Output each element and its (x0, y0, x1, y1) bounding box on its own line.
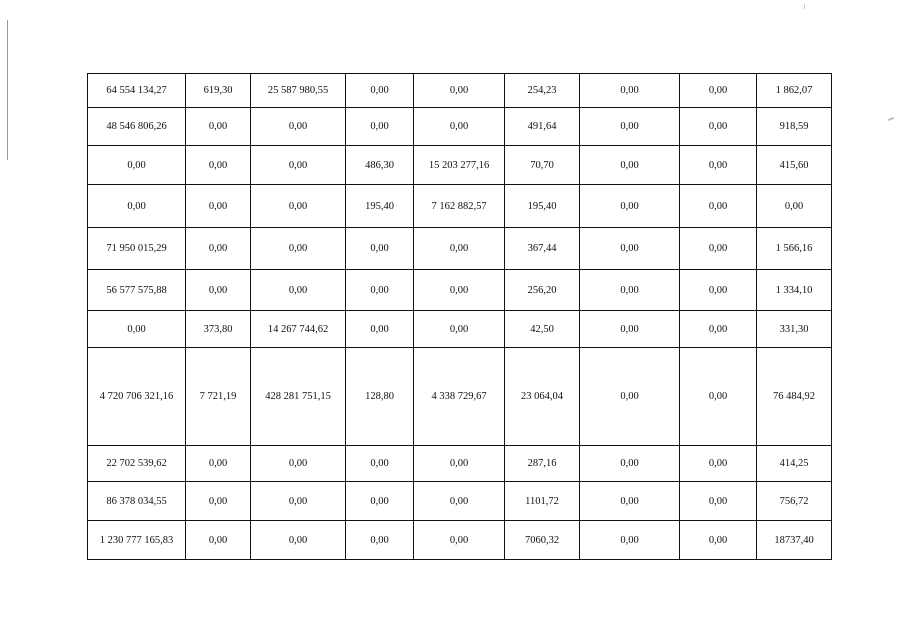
table-body (88, 74, 832, 560)
table-cell: 7 162 882,57 (414, 185, 505, 228)
table-cell: 18737,40 (757, 521, 832, 560)
table-cell: 415,60 (757, 146, 832, 185)
table-cell: 373,80 (186, 311, 251, 348)
table-cell: 0,00 (88, 311, 186, 348)
table-cell: 4 720 706 321,16 (88, 348, 186, 446)
table-cell: 0,00 (251, 446, 346, 482)
financial-data-table (87, 73, 832, 560)
table-row (88, 482, 832, 521)
table-cell: 0,00 (186, 270, 251, 311)
table-cell: 0,00 (251, 185, 346, 228)
table-cell: 331,30 (757, 311, 832, 348)
table-cell: 22 702 539,62 (88, 446, 186, 482)
table-cell: 0,00 (680, 228, 757, 270)
table-cell: 0,00 (680, 348, 757, 446)
table-cell: 0,00 (680, 108, 757, 146)
table-cell: 0,00 (186, 108, 251, 146)
scan-speck (888, 117, 894, 121)
table-cell: 0,00 (414, 108, 505, 146)
table-cell: 0,00 (680, 482, 757, 521)
table-cell: 0,00 (88, 185, 186, 228)
table-row (88, 270, 832, 311)
table-cell: 0,00 (680, 270, 757, 311)
table-cell: 0,00 (346, 108, 414, 146)
table-cell: 619,30 (186, 74, 251, 108)
table-cell: 0,00 (580, 270, 680, 311)
table-cell: 0,00 (414, 270, 505, 311)
table-cell: 414,25 (757, 446, 832, 482)
table-cell: 48 546 806,26 (88, 108, 186, 146)
table-cell: 0,00 (251, 146, 346, 185)
table-cell: 0,00 (346, 446, 414, 482)
table-cell: 0,00 (680, 311, 757, 348)
table-cell: 1 230 777 165,83 (88, 521, 186, 560)
table-cell: 0,00 (88, 146, 186, 185)
table-cell: 0,00 (186, 228, 251, 270)
table-cell: 254,23 (505, 74, 580, 108)
table-cell: 0,00 (251, 270, 346, 311)
table-cell: 0,00 (580, 146, 680, 185)
table-row (88, 146, 832, 185)
table-cell: 0,00 (580, 108, 680, 146)
table-cell: 0,00 (186, 185, 251, 228)
table-row (88, 185, 832, 228)
table-cell: 1101,72 (505, 482, 580, 521)
table-cell: 0,00 (346, 482, 414, 521)
table-row (88, 311, 832, 348)
table-cell: 128,80 (346, 348, 414, 446)
table-cell: 56 577 575,88 (88, 270, 186, 311)
table-cell: 0,00 (680, 446, 757, 482)
table-cell: 0,00 (251, 482, 346, 521)
table-cell: 918,59 (757, 108, 832, 146)
scan-speck (804, 4, 805, 9)
table-cell: 42,50 (505, 311, 580, 348)
table-cell: 0,00 (346, 74, 414, 108)
scan-edge-mark (7, 20, 8, 160)
table-cell: 0,00 (580, 311, 680, 348)
table-row (88, 74, 832, 108)
table-cell: 0,00 (580, 74, 680, 108)
table-cell: 0,00 (251, 228, 346, 270)
table-cell: 4 338 729,67 (414, 348, 505, 446)
table-cell: 0,00 (414, 446, 505, 482)
table-cell: 1 566,16 (757, 228, 832, 270)
table-cell: 14 267 744,62 (251, 311, 346, 348)
table-cell: 0,00 (580, 521, 680, 560)
table-cell: 86 378 034,55 (88, 482, 186, 521)
table-cell: 0,00 (186, 146, 251, 185)
table-cell: 367,44 (505, 228, 580, 270)
table-cell: 0,00 (186, 482, 251, 521)
table-cell: 23 064,04 (505, 348, 580, 446)
table-cell: 0,00 (580, 228, 680, 270)
table-cell: 0,00 (580, 482, 680, 521)
table-cell: 0,00 (757, 185, 832, 228)
table-cell: 15 203 277,16 (414, 146, 505, 185)
table-cell: 7 721,19 (186, 348, 251, 446)
table-cell: 256,20 (505, 270, 580, 311)
table-cell: 64 554 134,27 (88, 74, 186, 108)
table-cell: 491,64 (505, 108, 580, 146)
table-cell: 0,00 (680, 146, 757, 185)
table-cell: 0,00 (346, 311, 414, 348)
table-row (88, 348, 832, 446)
table-cell: 0,00 (186, 446, 251, 482)
table-cell: 0,00 (251, 108, 346, 146)
table-cell: 0,00 (251, 521, 346, 560)
table-cell: 0,00 (414, 74, 505, 108)
table-cell: 0,00 (186, 521, 251, 560)
table-cell: 0,00 (414, 311, 505, 348)
table-cell: 0,00 (414, 482, 505, 521)
table-cell: 25 587 980,55 (251, 74, 346, 108)
table-cell: 0,00 (580, 446, 680, 482)
table-cell: 0,00 (414, 228, 505, 270)
table-cell: 7060,32 (505, 521, 580, 560)
table-row (88, 446, 832, 482)
table-cell: 195,40 (346, 185, 414, 228)
table-cell: 195,40 (505, 185, 580, 228)
table-cell: 486,30 (346, 146, 414, 185)
table-cell: 0,00 (680, 74, 757, 108)
table-cell: 287,16 (505, 446, 580, 482)
table-cell: 0,00 (414, 521, 505, 560)
table-cell: 0,00 (580, 185, 680, 228)
table-cell: 756,72 (757, 482, 832, 521)
table-cell: 428 281 751,15 (251, 348, 346, 446)
table-cell: 76 484,92 (757, 348, 832, 446)
table-cell: 71 950 015,29 (88, 228, 186, 270)
table-row (88, 521, 832, 560)
table-cell: 1 334,10 (757, 270, 832, 311)
table-cell: 0,00 (580, 348, 680, 446)
table-row (88, 108, 832, 146)
table-cell: 0,00 (680, 521, 757, 560)
table-cell: 70,70 (505, 146, 580, 185)
table-cell: 0,00 (680, 185, 757, 228)
table-row (88, 228, 832, 270)
table-cell: 0,00 (346, 521, 414, 560)
table-cell: 0,00 (346, 228, 414, 270)
table-cell: 0,00 (346, 270, 414, 311)
table-cell: 1 862,07 (757, 74, 832, 108)
